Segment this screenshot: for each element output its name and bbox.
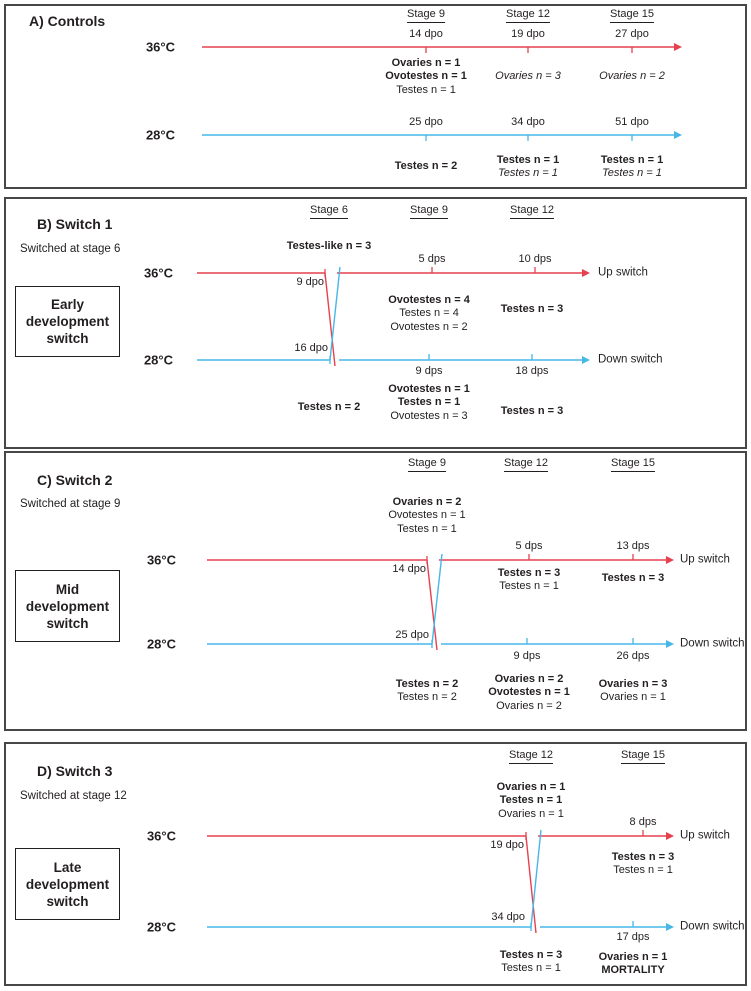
switch-phase-box [15, 286, 120, 357]
stage-header: Stage 12 [509, 749, 553, 764]
result-line: Testes n = 1 [602, 167, 662, 180]
result-line: Testes n = 3 [500, 405, 564, 417]
time-label: 5 dps [515, 540, 543, 552]
panel-a-timeline-28c-arrowhead [674, 131, 682, 139]
crossover-time-label: 16 dpo [294, 342, 328, 354]
panel-b-subtitle: Switched at stage 6 [20, 243, 121, 255]
stage-header: Stage 15 [610, 8, 654, 23]
time-label: 17 dps [616, 931, 650, 943]
crossover-time-label: 9 dpo [296, 276, 324, 288]
result-group [388, 294, 470, 334]
time-label: 5 dps [418, 253, 446, 265]
result-line: Testes n = 1 [600, 154, 664, 166]
result-group [388, 383, 470, 423]
panel-c-title: C) Switch 2 [37, 472, 113, 488]
stage-header: Stage 12 [510, 204, 554, 219]
down-switch-label: Down switch [598, 353, 663, 366]
switch-phase-box [15, 848, 120, 920]
result-line: Ovaries n = 2 [496, 699, 562, 712]
down-switch-label: Down switch [680, 637, 745, 650]
panel-c-timeline-36c-arrowhead [666, 556, 674, 564]
stage-header: Stage 6 [310, 204, 348, 219]
result-line: Ovaries n = 3 [598, 678, 668, 690]
panel-d-timeline-28c-arrowhead [666, 923, 674, 931]
panel-a-timeline-36c-arrowhead [674, 43, 682, 51]
stage-header: Stage 12 [506, 8, 550, 23]
result-line: Testes n = 1 [499, 794, 563, 807]
up-switch-label: Up switch [598, 266, 648, 279]
result-line: Ovaries n = 2 [392, 496, 462, 508]
result-line: Ovaries n = 1 [391, 57, 461, 69]
result-group [395, 160, 457, 173]
result-line: Ovotestes n = 4 [388, 294, 470, 306]
time-label: 9 dps [415, 365, 443, 377]
result-line: Ovaries n = 3 [495, 70, 561, 82]
result-line: Ovaries n = 2 [494, 673, 564, 685]
result-line: Ovotestes n = 2 [390, 320, 468, 333]
panel-c-timeline-28c-cross-diagonal [432, 554, 442, 644]
result-group [602, 572, 664, 585]
result-line: Testes n = 1 [396, 83, 456, 96]
result-line: Ovaries n = 1 [600, 691, 666, 704]
result-group [599, 951, 668, 978]
result-group [488, 673, 570, 713]
result-line: Testes n = 1 [498, 167, 558, 180]
time-label: 13 dps [616, 540, 650, 552]
time-label: 9 dps [513, 650, 541, 662]
panel-d-subtitle: Switched at stage 12 [20, 790, 127, 802]
result-line: Ovaries n = 1 [496, 781, 566, 793]
result-line: Testes n = 2 [297, 401, 361, 413]
result-line: Testes n = 1 [496, 154, 560, 166]
result-line: Testes n = 2 [394, 160, 458, 172]
time-label: 14 dpo [409, 28, 443, 40]
result-group [501, 405, 563, 418]
result-group [599, 678, 668, 705]
result-line: Testes n = 1 [501, 962, 561, 975]
time-label: 27 dpo [615, 28, 649, 40]
result-group [501, 303, 563, 316]
stage-header: Stage 9 [408, 457, 446, 472]
temperature-label: 36°C [145, 39, 175, 55]
panel-b-title: B) Switch 1 [37, 216, 113, 232]
down-switch-label: Down switch [680, 920, 745, 933]
result-line: Testes n = 3 [601, 572, 665, 584]
panel-d-timeline-28c-cross-diagonal [531, 830, 541, 927]
panel-b-timeline-28c-arrowhead [582, 356, 590, 364]
result-line: Testes-like n = 3 [286, 240, 372, 252]
stage-header: Stage 12 [504, 457, 548, 472]
result-line: Testes n = 1 [397, 396, 461, 409]
stage-header: Stage 9 [410, 204, 448, 219]
temperature-label: 28°C [143, 352, 173, 368]
panel-b-timeline-28c-cross-diagonal [330, 267, 340, 360]
result-group [298, 401, 360, 414]
switch-phase-label: Late development switch [25, 859, 110, 909]
result-group [388, 496, 465, 536]
result-line: Testes n = 3 [497, 567, 561, 579]
result-group [500, 949, 562, 976]
panel-c-timeline-28c-arrowhead [666, 640, 674, 648]
result-group [385, 57, 467, 97]
result-group [497, 154, 559, 181]
result-line: Testes n = 2 [397, 691, 457, 704]
result-line: Ovaries n = 1 [498, 807, 564, 820]
result-line: Ovaries n = 2 [599, 70, 665, 82]
panel-a-title: A) Controls [29, 13, 106, 29]
switch-phase-label: Early development switch [25, 297, 110, 346]
crossover-time-label: 19 dpo [490, 839, 524, 851]
stage-header: Stage 9 [407, 8, 445, 23]
temperature-label: 36°C [143, 265, 173, 281]
result-group [498, 567, 560, 594]
result-line: Ovotestes n = 1 [385, 70, 467, 83]
temperature-label: 28°C [146, 636, 176, 652]
result-group [599, 70, 665, 83]
up-switch-label: Up switch [680, 553, 730, 566]
result-line: Testes n = 1 [613, 864, 673, 877]
switch-phase-label: Mid development switch [25, 581, 110, 631]
panel-b-timeline-36c-arrowhead [582, 269, 590, 277]
result-group [612, 851, 674, 878]
time-label: 10 dps [518, 253, 552, 265]
result-line: Testes n = 1 [499, 580, 559, 593]
result-line: Ovotestes n = 1 [388, 383, 470, 395]
panel-b [4, 197, 747, 449]
time-label: 19 dpo [511, 28, 545, 40]
temperature-label: 28°C [146, 919, 176, 935]
result-group [287, 240, 371, 253]
crossover-time-label: 14 dpo [392, 563, 426, 575]
time-label: 18 dps [515, 365, 549, 377]
result-line: Testes n = 4 [399, 307, 459, 320]
result-group [495, 70, 561, 83]
crossover-time-label: 25 dpo [395, 629, 429, 641]
temperature-label: 28°C [145, 127, 175, 143]
stage-header: Stage 15 [611, 457, 655, 472]
result-group [497, 781, 566, 821]
result-line: Ovotestes n = 1 [488, 686, 570, 699]
time-label: 25 dpo [409, 116, 443, 128]
panel-d-timeline-36c-arrowhead [666, 832, 674, 840]
result-line: Ovotestes n = 3 [390, 409, 468, 422]
result-line: MORTALITY [601, 964, 665, 977]
panel-d-timeline-36c-cross-diagonal [526, 836, 536, 933]
panel-c-subtitle: Switched at stage 9 [20, 498, 121, 510]
result-line: Testes n = 3 [611, 851, 675, 863]
result-line: Ovaries n = 1 [598, 951, 668, 963]
result-group [601, 154, 663, 181]
result-line: Testes n = 3 [499, 949, 563, 961]
panel-d-title: D) Switch 3 [37, 763, 113, 779]
time-label: 34 dpo [511, 116, 545, 128]
panel-a [4, 4, 747, 189]
temperature-label: 36°C [146, 552, 176, 568]
panel-d [4, 742, 747, 986]
crossover-time-label: 34 dpo [491, 911, 525, 923]
time-label: 26 dps [616, 650, 650, 662]
temperature-label: 36°C [146, 828, 176, 844]
switch-phase-box [15, 570, 120, 642]
result-line: Testes n = 1 [397, 522, 457, 535]
result-line: Testes n = 3 [500, 303, 564, 315]
result-line: Ovotestes n = 1 [388, 509, 466, 522]
stage-header: Stage 15 [621, 749, 665, 764]
result-group [396, 678, 458, 705]
time-label: 51 dpo [615, 116, 649, 128]
result-line: Testes n = 2 [395, 678, 459, 690]
up-switch-label: Up switch [680, 829, 730, 842]
panel-c [4, 451, 747, 731]
time-label: 8 dps [629, 816, 657, 828]
